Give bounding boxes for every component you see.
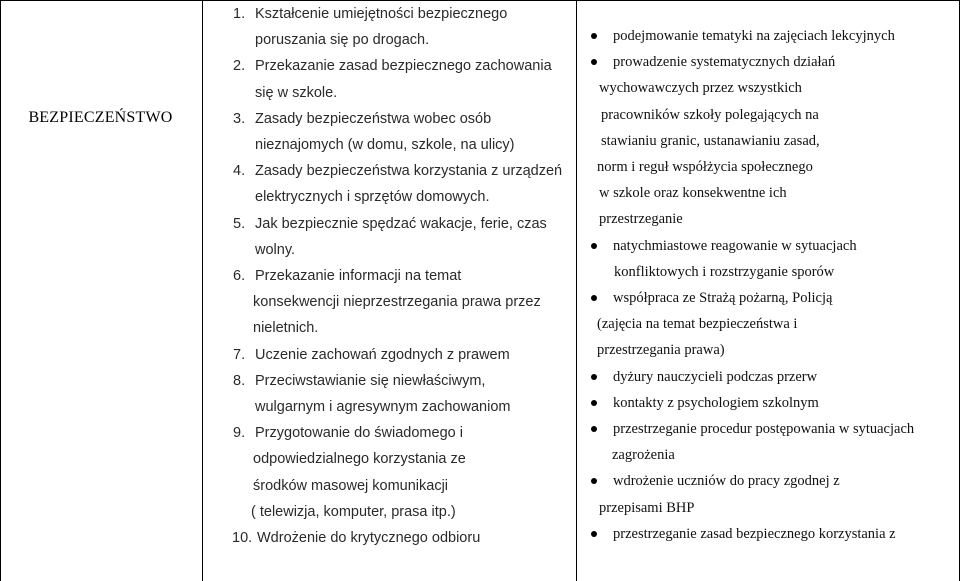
task-line: Wdrożenie do krytycznego odbioru (257, 530, 481, 546)
table-left-border (0, 0, 1, 581)
task-line: odpowiedzialnego korzystania ze (253, 451, 466, 468)
method-line: przestrzeganie (599, 211, 683, 228)
bullet-icon (591, 531, 597, 537)
bullet-icon (591, 295, 597, 301)
method-line: przestrzeganie zasad bezpiecznego korzystania z (613, 525, 896, 542)
method-line: norm i reguł współżycia społecznego (597, 159, 813, 175)
task-line: poruszania się po drogach. (255, 32, 430, 49)
category-cell: BEZPIECZEŃSTWO (28, 109, 173, 126)
method-line: wychowawczych przez wszystkich (599, 80, 802, 97)
task-line: konsekwencji nieprzestrzegania prawa przez (253, 294, 541, 311)
task-number: 7. (233, 346, 246, 363)
bullet-icon (591, 400, 597, 406)
task-line: się w szkole. (255, 84, 338, 101)
method-line: wdrożenie uczniów do pracy zgodnej z (613, 473, 840, 490)
column-divider-2 (576, 0, 577, 581)
task-line: środków masowej komunikacji (253, 477, 449, 494)
task-number: 1. (233, 6, 246, 22)
task-number: 5. (233, 215, 246, 232)
task-line: Przekazanie zasad bezpiecznego zachowania (255, 58, 552, 75)
method-line: podejmowanie tematyki na zajęciach lekcyjnych (613, 28, 895, 44)
task-line: wulgarnym i agresywnym zachowaniom (255, 399, 511, 415)
method-line: w szkole oraz konsekwentne ich (599, 185, 787, 202)
task-number: 8. (233, 372, 246, 389)
task-line: Zasady bezpieczeństwa korzystania z urządzeń (255, 163, 563, 180)
task-line: elektrycznych i sprzętów domowych. (255, 189, 490, 206)
method-line: (zajęcia na temat bezpieczeństwa i (597, 316, 798, 333)
task-number: 2. (233, 58, 246, 75)
task-number: 10. (232, 530, 253, 546)
method-line: pracowników szkoły polegających na (601, 106, 819, 123)
task-line: Kształcenie umiejętności bezpiecznego (255, 6, 508, 22)
column-divider-1 (202, 0, 203, 581)
method-line: konfliktowych i rozstrzyganie sporów (614, 263, 835, 280)
bullet-icon (591, 426, 597, 432)
task-line: Przygotowanie do świadomego i (255, 425, 463, 442)
task-line: wolny. (255, 241, 296, 258)
task-line: nieznajomych (w domu, szkole, na ulicy) (255, 137, 515, 153)
bullet-icon (591, 243, 597, 249)
method-line: przepisami BHP (599, 499, 695, 516)
task-line: ( telewizja, komputer, prasa itp.) (251, 503, 456, 520)
method-line: dyżury nauczycieli podczas przerw (613, 368, 818, 385)
task-number: 6. (233, 268, 246, 284)
task-line: Przekazanie informacji na temat (255, 268, 462, 284)
table-top-border (0, 0, 960, 1)
task-line: nieletnich. (253, 320, 319, 337)
bullet-icon (591, 33, 597, 39)
task-line: Zasady bezpieczeństwa wobec osób (255, 110, 492, 127)
method-line: natychmiastowe reagowanie w sytuacjach (613, 237, 857, 254)
task-line: Przeciwstawianie się niewłaściwym, (255, 372, 486, 389)
task-line: Jak bezpiecznie spędzać wakacje, ferie, czas (255, 215, 547, 232)
method-line: przestrzeganie procedur postępowania w sytuacjach (613, 421, 915, 437)
method-line: przestrzegania prawa) (597, 342, 725, 359)
task-line: Uczenie zachowań zgodnych z prawem (255, 346, 510, 363)
method-line: kontakty z psychologiem szkolnym (613, 394, 819, 411)
bullet-icon (591, 478, 597, 484)
task-number: 3. (233, 110, 246, 127)
task-number: 4. (233, 163, 246, 180)
method-line: współpraca ze Strażą pożarną, Policją (613, 290, 833, 306)
method-line: stawianiu granic, ustanawianiu zasad, (601, 132, 820, 149)
method-line: prowadzenie systematycznych działań (613, 54, 836, 71)
method-line: zagrożenia (612, 447, 675, 464)
bullet-icon (591, 59, 597, 65)
bullet-icon (591, 374, 597, 380)
task-number: 9. (233, 425, 246, 442)
